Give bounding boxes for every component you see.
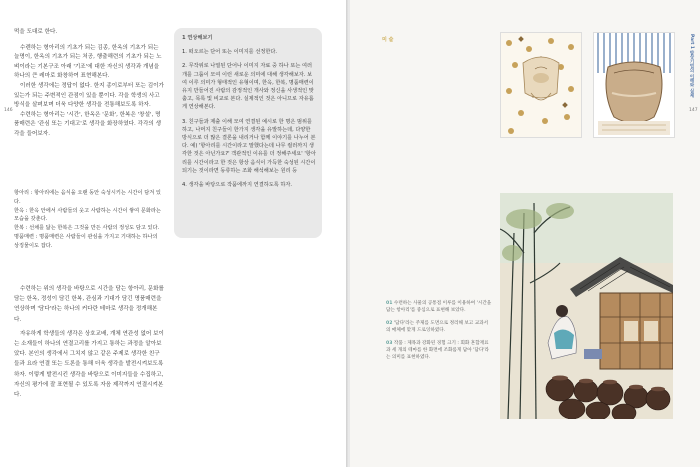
- caption-number: 02: [386, 320, 393, 326]
- caption-text: 수련하는 사물의 공통점 이루를 이용하여 '시간을 담는 항아리'를 중심으로 표현해 보았다.: [386, 301, 492, 314]
- sidebox-item: 4. 생각을 바탕으로 작품에까지 연결하도록 하자.: [182, 182, 293, 189]
- caption-number: 03: [386, 340, 393, 346]
- body-paragraph: 자유하게 학생들의 생각은 상호교배, 개체 연관성 없어 보이는 소재들이 하나의 연결고리를 가지고 통하는 과정을 알아보았다. 본인의 생각에서 그치지 않고 같은 주제로 생각한 친구들과 요라 연결 또는 도론을 통해 더욱 생각을 발전시켜보도록 하자. 이렇게 발전시킨 생각을 바탕으로 이미지들을 수집하고, 자신의 평가에 잘 표현될 수 있도록 자음 제작까지 연결시켜본다.: [14, 330, 164, 399]
- caption-item: [386, 320, 492, 335]
- sidebox-list: [182, 48, 316, 189]
- activity-sidebox: [174, 28, 322, 238]
- body-paragraph: 수렌하는 형아리의 기초가 되는 김종, 한옥의 기초가 되는 늘명이, 한옥의 기초가 되는 처공, 행출해련의 기초가 되는 노벼이라는 기본구조 아래 '기조'에 대한 자신의 생각과 개념을 하나의 큰 레마로 화창하여 표현해본다.: [14, 44, 162, 80]
- notes-list: [14, 189, 164, 251]
- body-paragraph: 수련하는 형아리는 '시간', 한옥은 '문화', 한복은 '창설', 명품매련은 '관심 또는 기대고'로 생각을 화장하였다. 각각의 생각을 들어보자.: [14, 111, 161, 137]
- left-page: [0, 0, 348, 467]
- chapter-tag: 미 술: [382, 37, 394, 43]
- sidebox-title: 1 연상해보기: [182, 35, 213, 41]
- stripe-jar-artwork: [593, 32, 675, 138]
- logo-pattern-drawing: [501, 33, 581, 137]
- caption-text: '담다'라는 주제를 도면으로 정리해 보고 교과서의 매체에 맞게 드로잉하였다.: [386, 320, 489, 334]
- sidebox-item: 3. 친구들과 제출 이해 모여 연결된 예시로 한 명은 범위를 하고, 나머지 친구들이 한가지 생각을 유발하는데, 다양한 방식으로 더 많은 결론을 내리거나 함께 이야기를 나누어 본다. 예) '항아리를 시간이라고 말했다는데 나무 컬러까지 생각한 것은 아닌가요?' 객관적인 이유를 더 정해주세요' '항아리를 시간이라고 한 것은 항상 음식이 가득한 숙성된 시간이 되기는 것이라면 동류하는 조화 해석해보는 원리 등: [182, 118, 316, 174]
- caption-item: [386, 340, 492, 362]
- caption-number: 01: [386, 301, 393, 306]
- second-text-block: [14, 284, 164, 400]
- hanok-painting-artwork: [500, 193, 673, 419]
- stripe-jar-drawing: [594, 33, 674, 137]
- page-number-right: 147: [689, 108, 698, 113]
- caption-block: [386, 300, 492, 367]
- sidebox-item: 1. 떠오르는 단어 또는 이미지를 선정한다.: [182, 49, 278, 56]
- note-item: 항아리 : 항아리에는 음식을 오랜 동안 숙성시키는 시간이 담겨 있다.: [14, 190, 161, 205]
- body-paragraph: 이러한 생각에는 정답이 없다. 한지 종이로부터 또는 김이가 있는가 되는 주변적인 관점이 있을 뿐이다. 각을 학생의 사고방식을 살펴보며 더욱 다양한 생각을 전통해보도록 하자.: [14, 82, 164, 109]
- hanok-painting-drawing: [500, 193, 673, 419]
- note-item: 한복 : 선채를 닮는 한복은 그것을 만든 사람의 정성도 담고 있다.: [14, 225, 160, 232]
- sidebox-item: 2. 무작위로 나열된 단어나 이미지 자료 중 하나 또는 여러 개를 그룹이 모여 이런 새로운 의미에 대해 생각해보자. 보여 이루 의미가 형태적인 유형이며, 한옥, 한복, 명품매련이 유지 만들어진 사람의 감정적인 개사와 정신을 사생적인 맞춤고, 목록 및 비교로 본다. 실제적인 것은 아니므로 자유롭게 연상해본다.: [182, 63, 314, 111]
- running-head: Part 1 발상기법의 이해와 실제: [689, 34, 694, 98]
- note-item: 한옥 : 한옥 안에서 사람들의 웃고 사람하는 시간이 쌓여 문화라는 모습을 갖춘다.: [14, 207, 161, 223]
- main-text-column: [14, 0, 164, 140]
- page-number-left: 146: [4, 108, 13, 113]
- note-item: 명품매련 : 명품매련은 사람들이 관심을 가지고 기대하는 하나의 상징물이도 잡다.: [14, 233, 158, 249]
- body-paragraph: 수련하는 위의 생각을 바탕으로 시간을 담는 항아리, 문화를 담는 한옥, 정성이 담긴 한복, 관심과 기대가 담긴 명품매련을 연상하며 '담다'라는 하나의 커다란 테마로 생각을 정개해본다.: [14, 286, 164, 323]
- body-paragraph-top: 먹을 도대로 한다.: [14, 29, 58, 35]
- caption-text: 작품 : 제목과 강화된 경험 크기 : 회화 혼합재료 과 세 개의 테마를 한 화면에 조화롭게 담아 '담다'라는 의미를 표현하였다.: [386, 340, 489, 361]
- caption-item: [386, 300, 492, 315]
- logo-pattern-artwork: [500, 32, 582, 138]
